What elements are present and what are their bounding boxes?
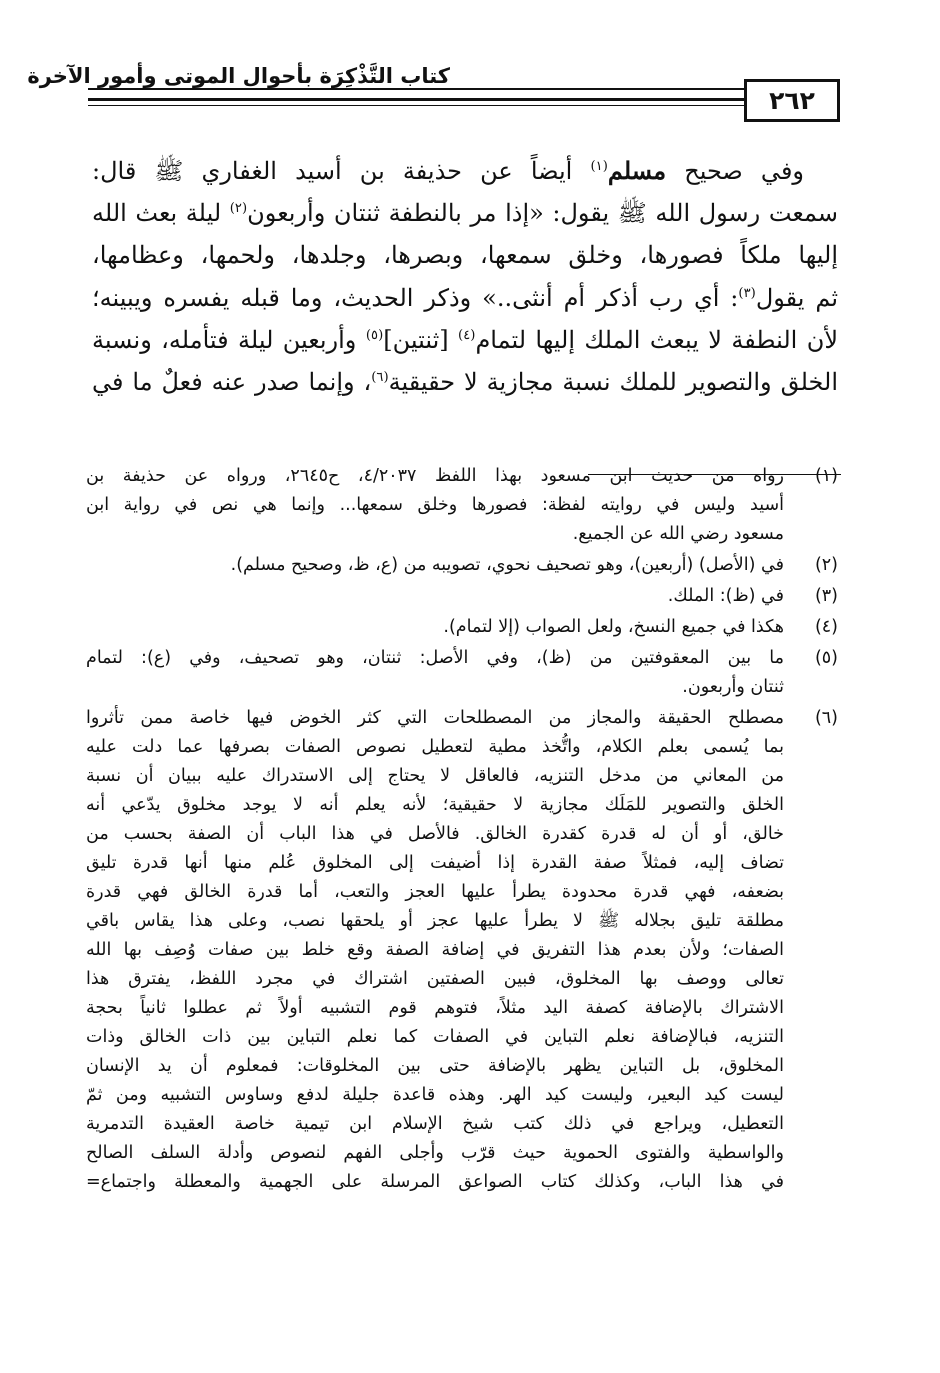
footnote-ref: (١): [590, 159, 608, 174]
footnote-ref: (٤): [458, 327, 476, 343]
footnote-1: (١) رواه من حديث ابن مسعود بهذا اللفظ ٤/٢٠٣٧، ح٢٦٤٥، ورواه عن حذيفة بن أسيد وليس في روايته لفظة: فصورها وخلق سمعها... وإنما هي نص في رواية ابن مسعود رضي الله عن الجميع.: [86, 462, 838, 549]
main-text: [92, 150, 838, 403]
header-double-rule: [88, 98, 748, 101]
footnote-number: (٦): [814, 708, 838, 728]
bold-word: مسلم: [607, 156, 667, 185]
footnote-number: (٣): [814, 586, 838, 606]
header-rule: [88, 88, 840, 90]
main-line: سمعت رسول الله ﷺ يقول: «إذا مر بالنطفة ثنتان وأربعون$^{(٢)}$ ليلة بعث الله: [92, 199, 838, 228]
footnote-2: (٢) في (الأصل) (أربعين)، وهو تصحيف نحوي، تصويبه من (ع، ظ، وصحيح مسلم).: [86, 551, 838, 580]
footnotes: [86, 462, 838, 1197]
main-line: الخلق والتصوير للملك نسبة مجازية لا حقيقية$^{(٦)}$، وإنما صدر عنه فعلٌ ما في: [92, 368, 838, 397]
footnote-ref: (٣): [738, 285, 756, 301]
main-line: وفي صحيح مسلم$^{(١)}$ أيضاً عن حذيفة بن أسيد الغفاري ﷺ قال:: [92, 156, 805, 185]
book-title: كتاب التَّذْكِرَة بأحوال الموتى وأمور الآخرة: [27, 64, 450, 88]
footnote-ref: (٥): [365, 327, 384, 343]
footnote-number: (٢): [814, 555, 838, 575]
running-header: [27, 64, 840, 124]
footnote-4: (٤) هكذا في جميع النسخ، ولعل الصواب (إلا لتمام).: [86, 613, 838, 642]
header-double-rule-thin: [88, 105, 748, 106]
main-line: لأن النطفة لا يبعث الملك إليها لتمام$^{(٤)}$ [ثنتين]$^{(٥)}$ وأربعين ليلة فتأمله، ونسبة: [92, 325, 839, 354]
page-number: ٢٦٢: [744, 79, 840, 122]
footnote-number: (٤): [814, 617, 838, 637]
footnote-6: (٦) مصطلح الحقيقة والمجاز من المصطلحات التي كثر الخوض فيها خاصة ممن تأثروا بما يُسمى بعلم الكلام، واتُّخذ مطية لتعطيل نصوص الصفات بصرفها عما دلت عليه من المعاني من مدخل التنزيه، فالعاقل لا يحتاج إلى الاستدراك عليه ببيان أن نسبة الخلق والتصوير للمَلَك مجازية لا حقيقية؛ لأنه يعلم أنه لا يوجد مخلوق يدّعي أنه خالق، أو أن له قدرة كقدرة الخالق. فالأصل في هذا الباب أن الصفة بحسب من تضاف إليه، فمثلاً صفة القدرة إذا أضيفت إلى المخلوق عُلم منها أنها قدرة تليق بضعفه، فهي قدرة محدودة يطرأ عليها العجز والتعب، أما قدرة الخالق فهي قدرة مطلقة تليق بجلاله ﷺ لا يطرأ عليها عجز أو يلحقها نصب، وعلى هذا يقاس باقي الصفات؛ ولأن بعدم هذا التفريق في إضافة الصفة وقع خلط بين صفات وُصِف بها الله تعالى ووصف بها المخلوق، فبين الصفتين اشتراك في مجرد اللفظ، يفترق هذا الاشتراك بالإضافة كصفة اليد مثلاً، فتوهم قوم التشبيه أولاً ثم عطلوا ثانياً بحجة التنزيه، فبالإضافة نعلم التباين في الصفات كما نعلم التباين بين ذات الخالق وذات المخلوق، بل التباين يظهر بالإضافة حتى بين المخلوقات: فمعلوم أن يد الإنسان ليست كيد البعير، وليست كيد الهر. وهذه قاعدة جليلة لدفع وساوس التشبيه ومن ثمّ التعطيل، ويراجع في ذلك كتب شيخ الإسلام ابن تيمية خاصة العقيدة التدمرية والواسطية والفتوى الحموية حيث قرّب وأجلى الفهم لنصوص وأدلة السلف الصالح في هذا الباب، وكذلك كتاب الصواعق المرسلة على الجهمية والمعطلة واجتماع=: [86, 704, 838, 1197]
footnote-5: (٥) ما بين المعقوفتين من (ظ)، وفي الأصل: ثنتان، وهو تصحيف، وفي (ع): لتمام ثنتان وأربعون.: [86, 644, 838, 702]
main-line: إليها ملكاً فصورها، وخلق سمعها، وبصرها، وجلدها، ولحمها، وعظامها،: [92, 241, 838, 270]
footnote-ref: (٦): [371, 370, 389, 386]
footnote-3: (٣) في (ظ): الملك.: [86, 582, 838, 611]
footnote-number: (١): [814, 466, 838, 486]
footnote-ref: (٢): [229, 201, 248, 217]
footnote-number: (٥): [814, 648, 838, 668]
main-line: ثم يقول$^{(٣)}$: أي رب أذكر أم أنثى..» وذكر الحديث، وما قبله يفسره ويبينه؛: [92, 283, 839, 312]
